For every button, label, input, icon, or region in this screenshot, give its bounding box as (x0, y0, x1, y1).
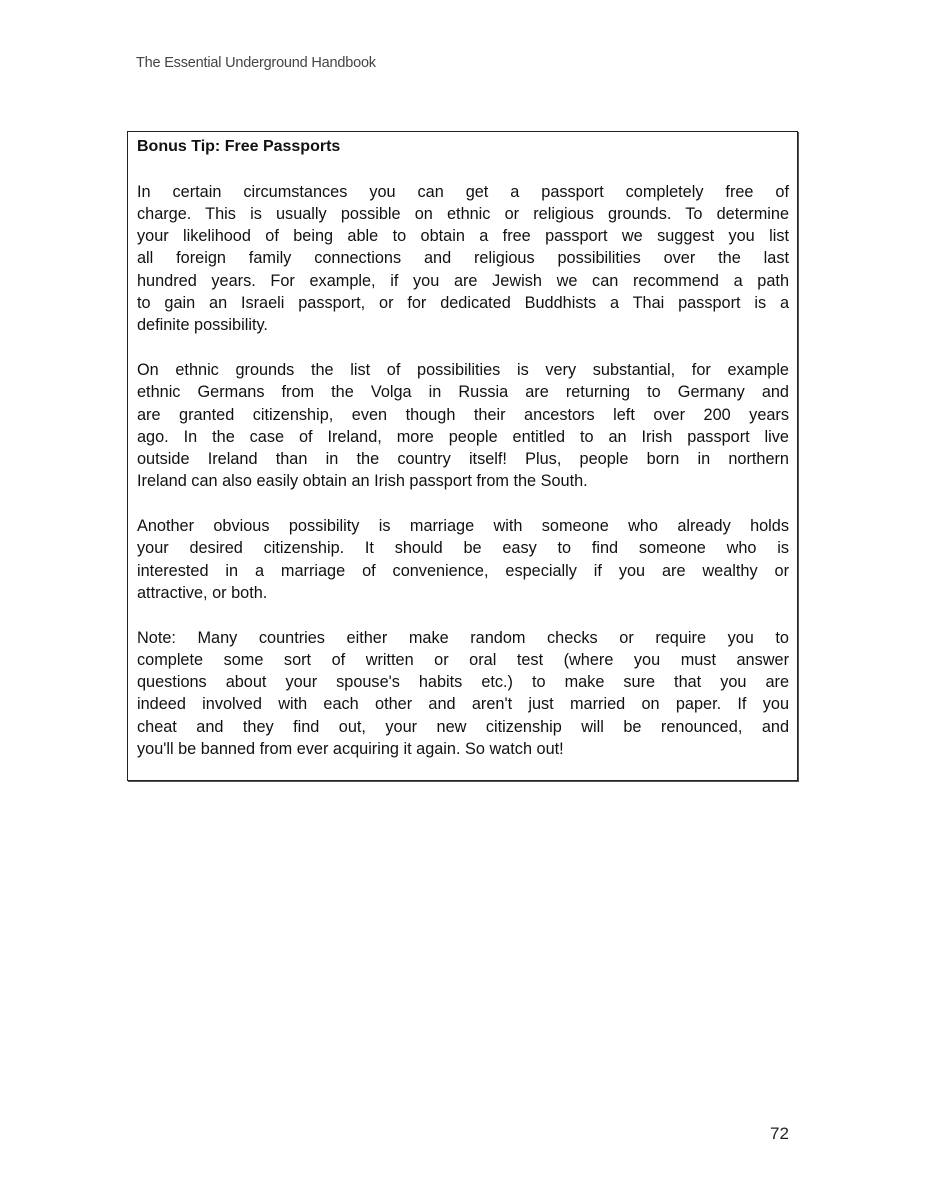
paragraph-spacer (137, 604, 789, 626)
text-line: Ireland can also easily obtain an Irish passport from the South. (137, 472, 588, 491)
paragraph-spacer (137, 158, 789, 180)
text-line: you'll be banned from ever acquiring it again. So watch out! (137, 740, 564, 759)
paragraph-spacer (137, 493, 789, 515)
text-line: hundred years. For example, if you are Jewish we can recommend a path (137, 271, 789, 290)
bonus-tip-box (127, 131, 798, 781)
text-line: Another obvious possibility is marriage with someone who already holds (137, 517, 789, 536)
text-line: definite possibility. (137, 316, 268, 335)
text-line: indeed involved with each other and aren't just married on paper. If you (137, 695, 789, 714)
running-header: The Essential Underground Handbook (136, 55, 376, 71)
page-number: 72 (770, 1124, 789, 1143)
text-line: to gain an Israeli passport, or for dedicated Buddhists a Thai passport is a (137, 294, 789, 313)
bonus-tip-title: Bonus Tip: Free Passports (137, 138, 341, 155)
text-line: interested in a marriage of convenience, especially if you are wealthy or (137, 561, 789, 580)
text-line: all foreign family connections and religious possibilities over the last (137, 249, 789, 268)
text-line: In certain circumstances you can get a passport completely free of (137, 182, 789, 201)
text-line: complete some sort of written or oral test (where you must answer (137, 650, 789, 669)
paragraph (137, 515, 789, 604)
text-line: ago. In the case of Ireland, more people entitled to an Irish passport live (137, 427, 789, 446)
text-line: your likelihood of being able to obtain a free passport we suggest you list (137, 227, 789, 246)
bonus-tip-content (137, 136, 789, 760)
text-line: are granted citizenship, even though their ancestors left over 200 years (137, 405, 789, 424)
text-line: questions about your spouse's habits etc.) to make sure that you are (137, 673, 789, 692)
text-line: Note: Many countries either make random checks or require you to (137, 628, 789, 647)
paragraph (137, 359, 789, 493)
text-line: ethnic Germans from the Volga in Russia are returning to Germany and (137, 383, 789, 402)
paragraph (137, 627, 789, 761)
text-line: your desired citizenship. It should be easy to find someone who is (137, 539, 789, 558)
text-line: On ethnic grounds the list of possibilities is very substantial, for example (137, 360, 789, 379)
text-line: outside Ireland than in the country itself! Plus, people born in northern (137, 450, 789, 469)
text-line: charge. This is usually possible on ethnic or religious grounds. To determine (137, 204, 789, 223)
text-line: cheat and they find out, your new citizenship will be renounced, and (137, 717, 789, 736)
paragraph-spacer (137, 337, 789, 359)
text-line: attractive, or both. (137, 583, 268, 602)
paragraph (137, 181, 789, 337)
